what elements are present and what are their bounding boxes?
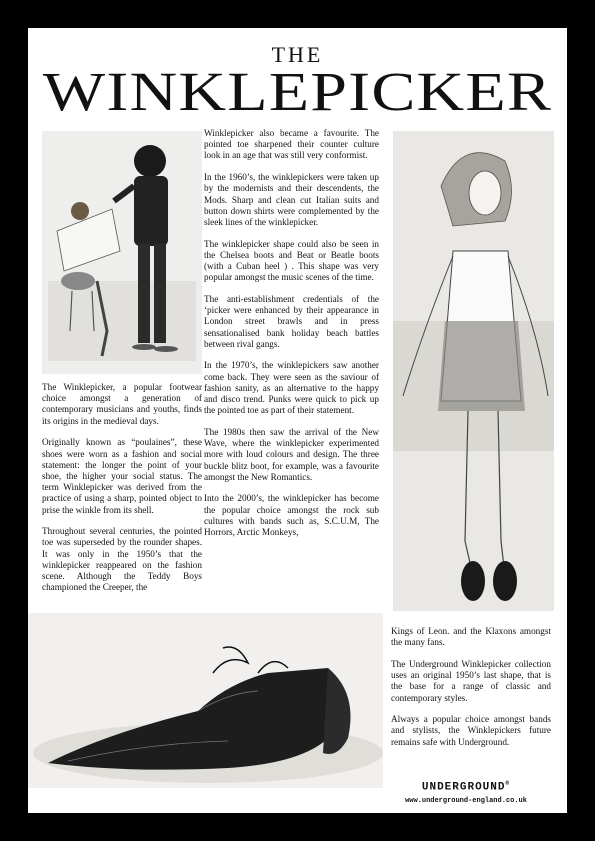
registered-mark: ®: [505, 780, 511, 787]
brand-block: [391, 780, 541, 805]
paragraph: The winklepicker shape could also be seen in the Chelsea boots and Beat or Beatle boots (with a Cuban heel ) . This shape was very popular amongst the music scenes of the time.: [204, 238, 379, 283]
couple-reading-illustration: [42, 131, 202, 374]
paragraph: The Winklepicker, a popular footwear choice amongst a generation of contemporary musicians and youths, finds its origins in the medieval days.: [42, 382, 202, 426]
paragraph: The 1980s then saw the arrival of the New Wave, where the winklepicker experimented more with loud colours and design. The three buckle blitz boot, for example, was a favourite amongst the New Romantics.: [204, 426, 379, 482]
brand-logo: [391, 780, 541, 794]
paragraph: Kings of Leon. and the Klaxons amongst the many fans.: [391, 626, 551, 648]
right-text-column: [391, 626, 551, 758]
paragraph: The anti-establishment credentials of the ‘picker were enhanced by their appearance in London street brawls and in press sensationalised bank holiday beach battles between rival gangs.: [204, 293, 379, 349]
left-text-column: [42, 382, 202, 604]
paragraph: Throughout several centuries, the pointed toe was superseded by the rounder shapes. It was only in the 1950’s that the winklepicker reappeared on the fashion scene. Although the Teddy Boys championed the Creeper, the: [42, 526, 202, 593]
title-kicker: THE: [271, 42, 324, 67]
middle-text-column: [204, 128, 379, 549]
paragraph: In the 1970’s, the winklepickers saw another come back. They were seen as the saviour of fashion sanity, as an alternative to the happy and disco trend. Punks were quick to pick up the pointed toe as part of their statement.: [204, 360, 379, 416]
paragraph: In the 1960’s, the winklepickers were taken up by the modernists and their descendents, the Mods. Sharp and clean cut Italian suits and button down shirts were complemented by the sleek lines of the winklepicker.: [204, 172, 379, 227]
paragraph: Winklepicker also became a favourite. The pointed toe sharpened their counter culture look in an age that was still very conformist.: [204, 128, 379, 161]
seated-woman-illustration: [393, 131, 554, 611]
paragraph: Always a popular choice amongst bands and stylists, the Winklepickers future remains safe with Underground.: [391, 714, 551, 747]
document-page: [28, 28, 567, 813]
winklepicker-shoe-illustration: [28, 613, 383, 788]
paragraph: Originally known as “poulaines”, these shoes were worn as a fashion and social statement: the longer the point of your shoe, the higher your social status. The term Winklepicker was derived from the practice of using a sharp, pointed object to prise the winkle from its shell.: [42, 437, 202, 515]
page-title: WINKLEPICKER: [42, 61, 553, 122]
paragraph: The Underground Winklepicker collection uses an original 1950’s last shape, that is the base for a range of classic and contemporary styles.: [391, 658, 551, 703]
brand-name: UNDERGROUND: [421, 781, 506, 794]
paragraph: Into the 2000’s, the winklepicker has become the popular choice amongst the rock sub cultures with bands such as, S.C.U.M, The Horrors, Arctic Monkeys,: [204, 493, 379, 538]
brand-url[interactable]: www.underground-england.co.uk: [405, 796, 527, 805]
